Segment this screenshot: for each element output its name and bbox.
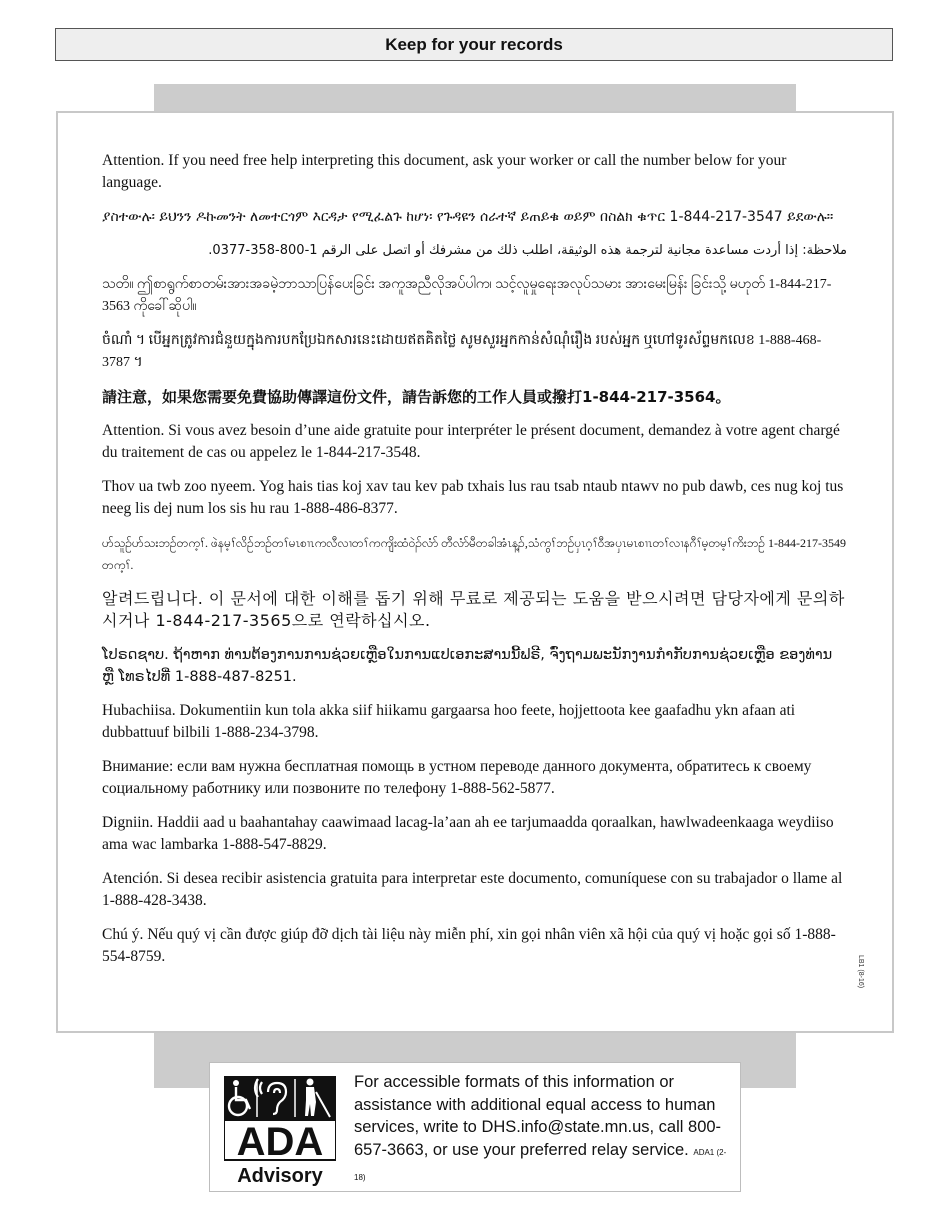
notice-chinese: 請注意，如果您需要免費協助傳譯這份文件，請告訴您的工作人員或撥打1-844-217-3564。	[102, 388, 731, 406]
notice-amharic: ያስተውሉ፡ ይህንን ዶኩመንት ለመተርጎም እርዳታ የሚፈልጉ ከሆነ፡ የጉዳዩን ሰራተኛ ይጠይቁ ወይም በስልክ ቁጥር 1-844-217-3547 ይደውሉ።	[102, 209, 834, 225]
notice-oromo: Hubachiisa. Dokumentiin kun tola akka siif hiikamu gargaarsa hoo feete, hojjettoota kee gaafadhu ykn afaan ati dubbattuuf bilbili 1-888-234-3798.	[102, 702, 796, 741]
ada-advisory-box	[209, 1062, 741, 1192]
notice-russian: Внимание: если вам нужна бесплатная помощь в устном переводе данного документа, обратитесь к своему социальному работнику или позвоните по телефону 1-888-562-5877.	[102, 758, 812, 797]
notice-burmese: သတိ။ ဤစာရွက်စာတမ်းအားအခမဲ့ဘာသာပြန်ပေးခြင်း အကူအညီလိုအပ်ပါက၊ သင့်လူမှုရေးအလုပ်သမား အားမေးမြန်း ခြင်းသို့ မဟုတ် 1-844-217-3563 ကိုခေါ်ဆိုပါ။	[102, 277, 832, 314]
notice-english: Attention. If you need free help interpreting this document, ask your worker or call the number below for your language.	[102, 152, 787, 191]
notice-lao: ໂປຣດຊາບ. ຖ້າຫາກ ທ່ານຕ້ອງການການຊ່ວຍເຫຼືອໃນການແປເອກະສານນີ້ຟຣີ, ຈົ່ງຖາມພະນັກງານກໍາກັບການຊ່ວຍເຫຼືອ ຂອງທ່ານ ຫຼື ໂທຣໄປທີ່ 1-888-487-8251.	[102, 647, 833, 685]
ada-advisory-body: For accessible formats of this information or assistance with additional equal access to human services, write to DHS.info@state.mn.us, call 800-657-3663, or use your preferred relay service.	[354, 1073, 722, 1159]
ada-logo-text: ADA	[236, 1120, 324, 1164]
notice-hmong: Thov ua twb zoo nyeem. Yog hais tias koj xav tau kev pab txhais lus rau tsab ntaub ntawv no pub dawb, ces nug koj tus neeg lis dej num los sis hu rau 1-888-486-8377.	[102, 478, 844, 517]
ada-form-code: ADA1 (2-18)	[354, 1147, 727, 1182]
notice-arabic: ملاحظة: إذا أردت مساعدة مجانية لترجمة هذه الوثيقة، اطلب ذلك من مشرفك أو اتصل على الرقم 1-800-358-0377.	[208, 243, 847, 258]
notice-somali: Digniin. Haddii aad u baahantahay caawimaad lacag-la’aan ah ee tarjumaadda qoraalkan, hawlwadeenkaaga weydiiso ama wac lambarka 1-888-547-8829.	[102, 814, 834, 853]
gray-band-top	[154, 84, 796, 114]
ada-logo-caption: Advisory	[237, 1165, 323, 1186]
form-code: LB1 (8-16)	[857, 955, 864, 989]
language-notices	[102, 150, 847, 980]
notice-korean: 알려드립니다. 이 문서에 대한 이해를 돕기 위해 무료로 제공되는 도움을 받으시려면 담당자에게 문의하시거나 1-844-217-3565으로 연락하십시오.	[102, 589, 845, 630]
keep-records-header	[55, 28, 893, 61]
ada-advisory-logo	[224, 1076, 336, 1186]
notice-karen: ဟ်သူဉ်ဟ်သးဘဉ်တက့ၢ်. ဖဲနမ့ၢ်လိဉ်ဘဉ်တၢ်မၤစၢၤကလီလၢတၢ်ကကျိးထံဝဲၣ်လံာ် တီလံာ်မီတခါအံၤန့ၣ်,သံကွၢ်ဘဉ်ပှၤဂ့ၢ်ဝီအပှၤမၤစၢၤတၢ်လၢနဂီၢ်မ့တမ့ၢ်ကိးဘဉ် 1-844-217-3549 တက့ၢ်.	[102, 536, 846, 572]
ada-advisory-text	[354, 1071, 734, 1190]
header-title: Keep for your records	[385, 34, 563, 54]
notice-khmer: ចំណាំ ។ បើអ្នកត្រូវការជំនួយក្នុងការបកប្រែឯកសារនេះដោយឥតគិតថ្លៃ សូមសួរអ្នកកាន់សំណុំរឿង របស់អ្នក ឬហៅទូរស័ព្ទមកលេខ 1-888-468-3787 ។	[102, 333, 822, 370]
notice-french: Attention. Si vous avez besoin d’une aide gratuite pour interpréter le présent document, demandez à votre agent chargé du traitement de cas ou appelez le 1-844-217-3548.	[102, 422, 840, 461]
notice-spanish: Atención. Si desea recibir asistencia gratuita para interpretar este documento, comuníquese con su trabajador o llame al 1-888-428-3438.	[102, 870, 843, 909]
notice-vietnamese: Chú ý. Nếu quý vị cần được giúp đỡ dịch tài liệu này miễn phí, xin gọi nhân viên xã hội của quý vị hoặc gọi số 1-888-554-8759.	[102, 926, 836, 965]
